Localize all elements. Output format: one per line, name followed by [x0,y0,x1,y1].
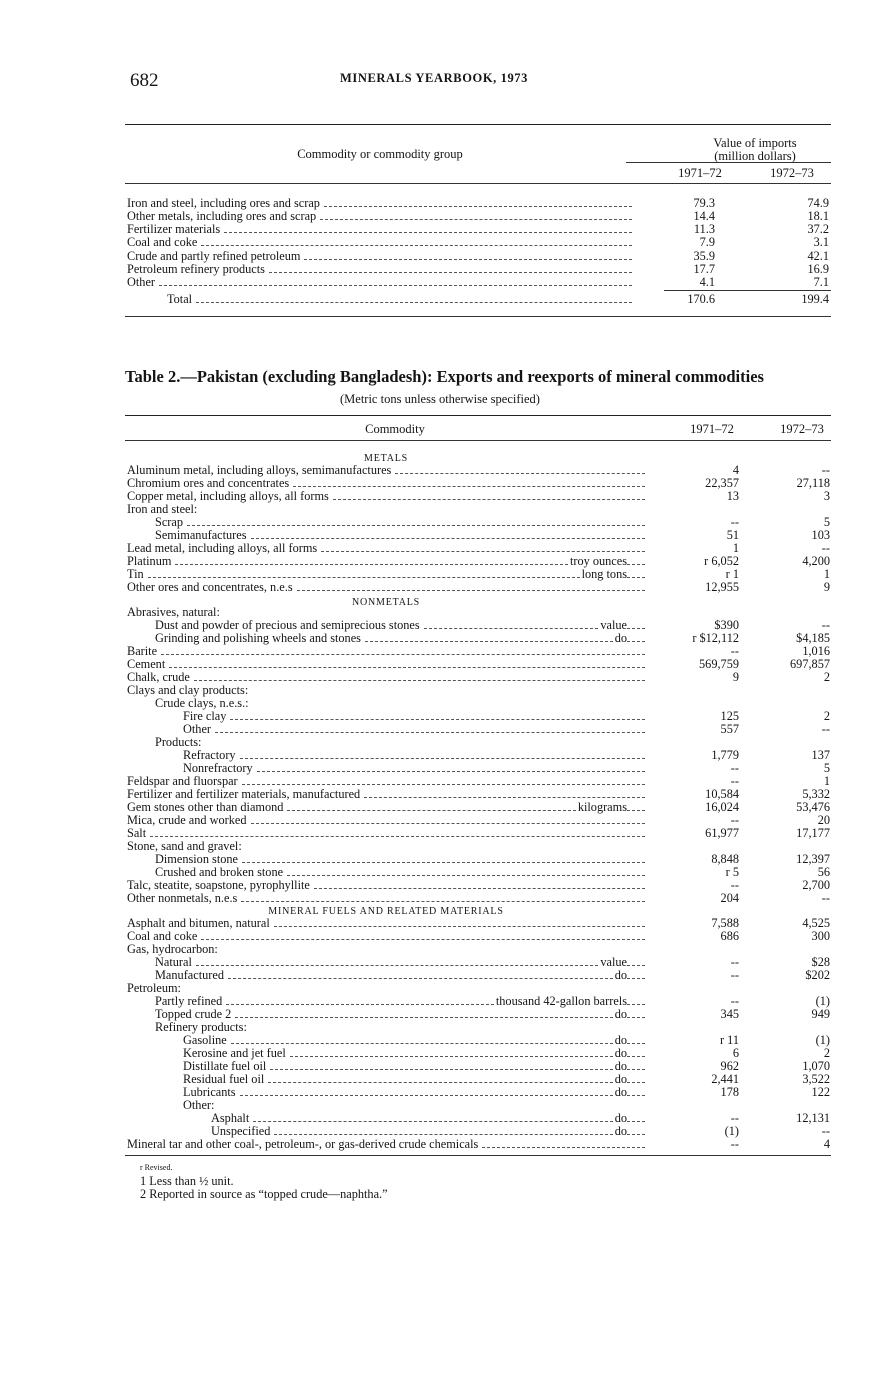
value-1971-72: r $12,112 [692,631,739,645]
leader-dots [150,836,645,837]
commodity-label: Mineral tar and other coal-, petroleum-, or gas-derived crude chemicals [127,1137,479,1151]
commodity-label: Dust and powder of precious and semiprecious stones [155,618,420,632]
leader-dots [196,965,598,966]
table2-row [127,503,831,516]
value-1972-73: $202 [805,968,830,982]
value-1971-72: r 5 [725,865,739,879]
unit-label: thousand 42-gallon barrels [495,994,627,1008]
commodity-label: Mica, crude and worked [127,813,247,827]
total-value-1971: 170.6 [687,292,715,306]
leader-dots [270,1069,612,1070]
leader-dots [627,978,645,979]
leader-dots [364,797,645,798]
value-1972-73: 4 [823,1137,830,1151]
value-1971-72: 8,848 [711,852,739,866]
value-1971-72: 79.3 [693,196,715,210]
leader-dots [627,1004,645,1005]
commodity-label: Distillate fuel oil [183,1059,267,1073]
table2-row [127,632,831,645]
leader-dots [235,1017,612,1018]
leader-dots [290,1056,613,1057]
value-1971-72: -- [730,813,739,827]
value-1972-73: -- [821,541,830,555]
leader-dots [230,719,645,720]
value-1972-73: 5 [823,515,830,529]
value-1971-72: r 1 [725,567,739,581]
leader-dots [627,965,645,966]
commodity-label: Barite [127,644,158,658]
table2-col-commodity: Commodity [365,422,425,436]
leader-dots [627,1043,645,1044]
leader-dots [215,732,645,733]
unit-label: value [600,618,627,632]
commodity-label: Crude clays, n.e.s.: [155,696,249,710]
value-1971-72: 4 [732,463,739,477]
leader-dots [274,926,645,927]
value-1971-72: 2,441 [711,1072,739,1086]
commodity-label: Partly refined [155,994,223,1008]
commodity-label: Refractory [183,748,236,762]
commodity-label: Other: [183,1098,215,1112]
table1-top-rule [125,124,831,125]
value-1972-73: -- [821,618,830,632]
value-1971-72: 17.7 [693,262,715,276]
leader-dots [287,810,575,811]
commodity-label: Chromium ores and concentrates [127,476,290,490]
leader-dots [201,939,645,940]
value-1972-73: 2 [823,1046,830,1060]
table1-col-value-line2: (million dollars) [714,149,796,163]
value-1972-73: 27,118 [796,476,830,490]
value-1972-73: 12,397 [796,852,830,866]
value-1972-73: 37.2 [807,222,829,236]
leader-dots [159,285,632,286]
value-1972-73: 3 [823,489,830,503]
page-number: 682 [130,70,159,91]
value-1972-73: 3,522 [802,1072,830,1086]
commodity-label: Other [183,722,211,736]
value-1972-73: 103 [811,528,830,542]
leader-dots [251,823,645,824]
leader-dots [627,1095,645,1096]
commodity-label: Nonrefractory [183,761,253,775]
table1-total-row [127,293,831,306]
commodity-label: Asphalt [211,1111,250,1125]
total-value-1972: 199.4 [801,292,829,306]
leader-dots [395,473,645,474]
leader-dots [424,628,599,629]
commodity-label: Residual fuel oil [183,1072,265,1086]
value-1971-72: 4.1 [699,275,715,289]
table2-header-rule [125,440,831,441]
value-1972-73: -- [821,722,830,736]
value-1972-73: 42.1 [807,249,829,263]
commodity-label: Unspecified [211,1124,271,1138]
value-1972-73: 5 [823,761,830,775]
table1-col-year1: 1971–72 [678,166,722,180]
commodity-label: Petroleum: [127,981,181,995]
value-1971-72: -- [730,761,739,775]
leader-dots [627,1017,645,1018]
leader-dots [240,1095,613,1096]
commodity-label: Iron and steel, including ores and scrap [127,196,320,210]
table2-col-year1: 1971–72 [690,422,734,436]
leader-dots [187,525,645,526]
leader-dots [627,641,645,642]
leader-dots [231,1043,613,1044]
value-1972-73: -- [821,891,830,905]
unit-label: value [600,955,627,969]
commodity-label: Semimanufactures [155,528,247,542]
value-1971-72: 10,584 [705,787,739,801]
commodity-label: Other metals, including ores and scrap [127,209,317,223]
commodity-label: Asphalt and bitumen, natural [127,916,270,930]
leader-dots [257,771,645,772]
running-title: MINERALS YEARBOOK, 1973 [340,71,529,85]
value-1971-72: 125 [720,709,739,723]
table1-row [127,210,831,223]
value-1971-72: -- [730,1137,739,1151]
commodity-label: Stone, sand and gravel: [127,839,242,853]
unit-label: do [614,1111,627,1125]
value-1971-72: 14.4 [693,209,715,223]
value-1971-72: 22,357 [705,476,739,490]
commodity-label: Clays and clay products: [127,683,249,697]
value-1972-73: 1,016 [802,644,830,658]
commodity-label: Crushed and broken stone [155,865,284,879]
value-1972-73: 2,700 [802,878,830,892]
table2-bottom-rule [125,1155,831,1156]
value-1971-72: -- [730,515,739,529]
leader-dots [365,641,613,642]
leader-dots [269,272,632,273]
table1-row [127,276,831,289]
table2-row [127,892,831,905]
value-1972-73: 74.9 [807,196,829,210]
table2-row [127,581,831,594]
leader-dots [297,590,645,591]
leader-dots [201,245,632,246]
total-label: Total [167,292,193,306]
table2-row [127,723,831,736]
value-1971-72: 51 [726,528,739,542]
leader-dots [627,1082,645,1083]
value-1971-72: 12,955 [705,580,739,594]
commodity-label: Natural [155,955,192,969]
commodity-label: Other [127,275,155,289]
leader-dots [627,1056,645,1057]
leader-dots [627,1069,645,1070]
value-1972-73: 17,177 [796,826,830,840]
leader-dots [241,901,645,902]
leader-dots [324,206,632,207]
table1-col-value-line1: Value of imports [713,136,797,150]
leader-dots [169,667,645,668]
commodity-label: Kerosine and jet fuel [183,1046,286,1060]
value-1972-73: 5,332 [802,787,830,801]
leader-dots [161,654,645,655]
table2-row [127,982,831,995]
leader-dots [304,259,632,260]
commodity-label: Salt [127,826,147,840]
value-1971-72: -- [730,774,739,788]
table1-total-rule [664,290,831,291]
value-1972-73: 1,070 [802,1059,830,1073]
value-1971-72: 1 [732,541,739,555]
commodity-label: Grinding and polishing wheels and stones [155,631,361,645]
value-1971-72: 6 [732,1046,739,1060]
value-1971-72: 204 [720,891,739,905]
value-1972-73: (1) [815,994,830,1008]
unit-label: kilograms [577,800,627,814]
commodity-label: Iron and steel: [127,502,198,516]
value-1971-72: 7.9 [699,235,715,249]
commodity-label: Feldspar and fluorspar [127,774,238,788]
table2-row [127,1138,831,1151]
leader-dots [175,564,568,565]
value-1972-73: -- [821,463,830,477]
unit-label: do [614,1085,627,1099]
value-1972-73: (1) [815,1033,830,1047]
value-1972-73: $28 [811,955,830,969]
value-1972-73: 18.1 [807,209,829,223]
commodity-label: Chalk, crude [127,670,190,684]
value-1971-72: -- [730,1111,739,1125]
leader-dots [333,499,645,500]
value-1972-73: 2 [823,670,830,684]
section-mineral-fuels: MINERAL FUELS AND RELATED MATERIALS [268,906,504,917]
commodity-label: Gem stones other than diamond [127,800,284,814]
commodity-label: Fertilizer and fertilizer materials, manufactured [127,787,361,801]
value-1971-72: 11.3 [693,222,715,236]
footnote-topped-crude: 2 Reported in source as “topped crude—naphtha.” [140,1187,388,1201]
table2-col-year2: 1972–73 [780,422,824,436]
table1-header-rule [125,183,831,184]
table2-row [127,490,831,503]
commodity-label: Aluminum metal, including alloys, semimanufactures [127,463,392,477]
unit-label: do [614,631,627,645]
value-1971-72: (1) [724,1124,739,1138]
leader-dots [293,486,645,487]
value-1971-72: 7,588 [711,916,739,930]
commodity-label: Coal and coke [127,929,198,943]
leader-dots [226,1004,494,1005]
leader-dots [627,1121,645,1122]
table1-col-year2: 1972–73 [770,166,814,180]
table2-subtitle: (Metric tons unless otherwise specified) [340,392,540,406]
value-1971-72: 35.9 [693,249,715,263]
unit-label: do [614,1059,627,1073]
value-1971-72: 557 [720,722,739,736]
commodity-label: Other nonmetals, n.e.s [127,891,238,905]
unit-label: troy ounces [569,554,627,568]
commodity-label: Refinery products: [155,1020,247,1034]
value-1972-73: 300 [811,929,830,943]
leader-dots [314,888,645,889]
unit-label: do [614,1072,627,1086]
leader-dots [274,1134,612,1135]
commodity-label: Crude and partly refined petroleum [127,249,301,263]
commodity-label: Scrap [155,515,183,529]
value-1972-73: 7.1 [813,275,829,289]
value-1971-72: 1,779 [711,748,739,762]
table1-row [127,236,831,249]
commodity-label: Fire clay [183,709,227,723]
leader-dots [228,978,613,979]
table2-row [127,969,831,982]
leader-dots [627,1134,645,1135]
value-1971-72: r 6,052 [704,554,739,568]
leader-dots [253,1121,612,1122]
commodity-label: Coal and coke [127,235,198,249]
commodity-label: Products: [155,735,202,749]
value-1972-73: 1 [823,774,830,788]
value-1972-73: 4,525 [802,916,830,930]
commodity-label: Manufactured [155,968,224,982]
value-1971-72: $390 [714,618,739,632]
unit-label: do [614,1124,627,1138]
value-1971-72: 962 [720,1059,739,1073]
commodity-label: Abrasives, natural: [127,605,220,619]
value-1971-72: 9 [732,670,739,684]
value-1971-72: 345 [720,1007,739,1021]
value-1971-72: -- [730,644,739,658]
value-1971-72: 61,977 [705,826,739,840]
value-1972-73: 20 [817,813,830,827]
value-1971-72: -- [730,878,739,892]
commodity-label: Gasoline [183,1033,227,1047]
leader-dots [194,680,645,681]
value-1972-73: 4,200 [802,554,830,568]
leader-dots [320,219,632,220]
value-1971-72: 569,759 [699,657,739,671]
commodity-label: Petroleum refinery products [127,262,265,276]
table2-row [127,1086,831,1099]
value-1971-72: r 11 [719,1033,739,1047]
commodity-label: Other ores and concentrates, n.e.s [127,580,293,594]
value-1972-73: 949 [811,1007,830,1021]
commodity-label: Lead metal, including alloys, all forms [127,541,318,555]
footnote-revised: r Revised. [140,1163,173,1172]
value-1972-73: 9 [823,580,830,594]
table1-header-subrule [626,162,831,163]
value-1972-73: 137 [811,748,830,762]
commodity-label: Dimension stone [155,852,238,866]
table1-row [127,263,831,276]
commodity-label: Topped crude 2 [155,1007,232,1021]
leader-dots [268,1082,612,1083]
commodity-label: Lubricants [183,1085,236,1099]
value-1972-73: 53,476 [796,800,830,814]
table2-top-rule [125,415,831,416]
value-1972-73: 12,131 [796,1111,830,1125]
value-1972-73: -- [821,1124,830,1138]
value-1972-73: 2 [823,709,830,723]
value-1971-72: -- [730,955,739,969]
value-1971-72: -- [730,994,739,1008]
footnote-less-than-half: 1 Less than ½ unit. [140,1174,234,1188]
section-metals: METALS [364,453,408,464]
table2-row [127,930,831,943]
unit-label: do [614,968,627,982]
value-1972-73: 3.1 [813,235,829,249]
leader-dots [251,538,645,539]
value-1972-73: 122 [811,1085,830,1099]
unit-label: do [614,1007,627,1021]
leader-dots [627,577,645,578]
table1-row [127,223,831,236]
commodity-label: Cement [127,657,166,671]
leader-dots [287,875,645,876]
unit-label: do [614,1046,627,1060]
value-1971-72: -- [730,968,739,982]
leader-dots [482,1147,645,1148]
commodity-label: Talc, steatite, soapstone, pyrophyllite [127,878,310,892]
value-1971-72: 686 [720,929,739,943]
value-1971-72: 13 [726,489,739,503]
table1-col-commodity: Commodity or commodity group [297,147,463,161]
unit-label: long tons [581,567,627,581]
value-1971-72: 178 [720,1085,739,1099]
leader-dots [240,758,645,759]
table2-row [127,956,831,969]
commodity-label: Platinum [127,554,172,568]
table2-title: Table 2.—Pakistan (excluding Bangladesh): Exports and reexports of mineral commodities [125,367,764,386]
commodity-label: Fertilizer materials [127,222,221,236]
leader-dots [627,810,645,811]
section-nonmetals: NONMETALS [351,597,421,608]
value-1971-72: 16,024 [705,800,739,814]
leader-dots [627,564,645,565]
value-1972-73: 56 [817,865,830,879]
value-1972-73: 1 [823,567,830,581]
commodity-label: Gas, hydrocarbon: [127,942,218,956]
value-1972-73: 16.9 [807,262,829,276]
leader-dots [242,862,645,863]
commodity-label: Tin [127,567,144,581]
value-1972-73: $4,185 [796,631,830,645]
leader-dots [148,577,580,578]
table1-bottom-rule [125,316,831,317]
commodity-label: Copper metal, including alloys, all forms [127,489,329,503]
value-1972-73: 697,857 [790,657,830,671]
unit-label: do [614,1033,627,1047]
leader-dots [242,784,645,785]
leader-dots [224,232,632,233]
leader-dots [627,628,645,629]
leader-dots [321,551,645,552]
table2-row [127,658,831,671]
table2-row [127,943,831,956]
